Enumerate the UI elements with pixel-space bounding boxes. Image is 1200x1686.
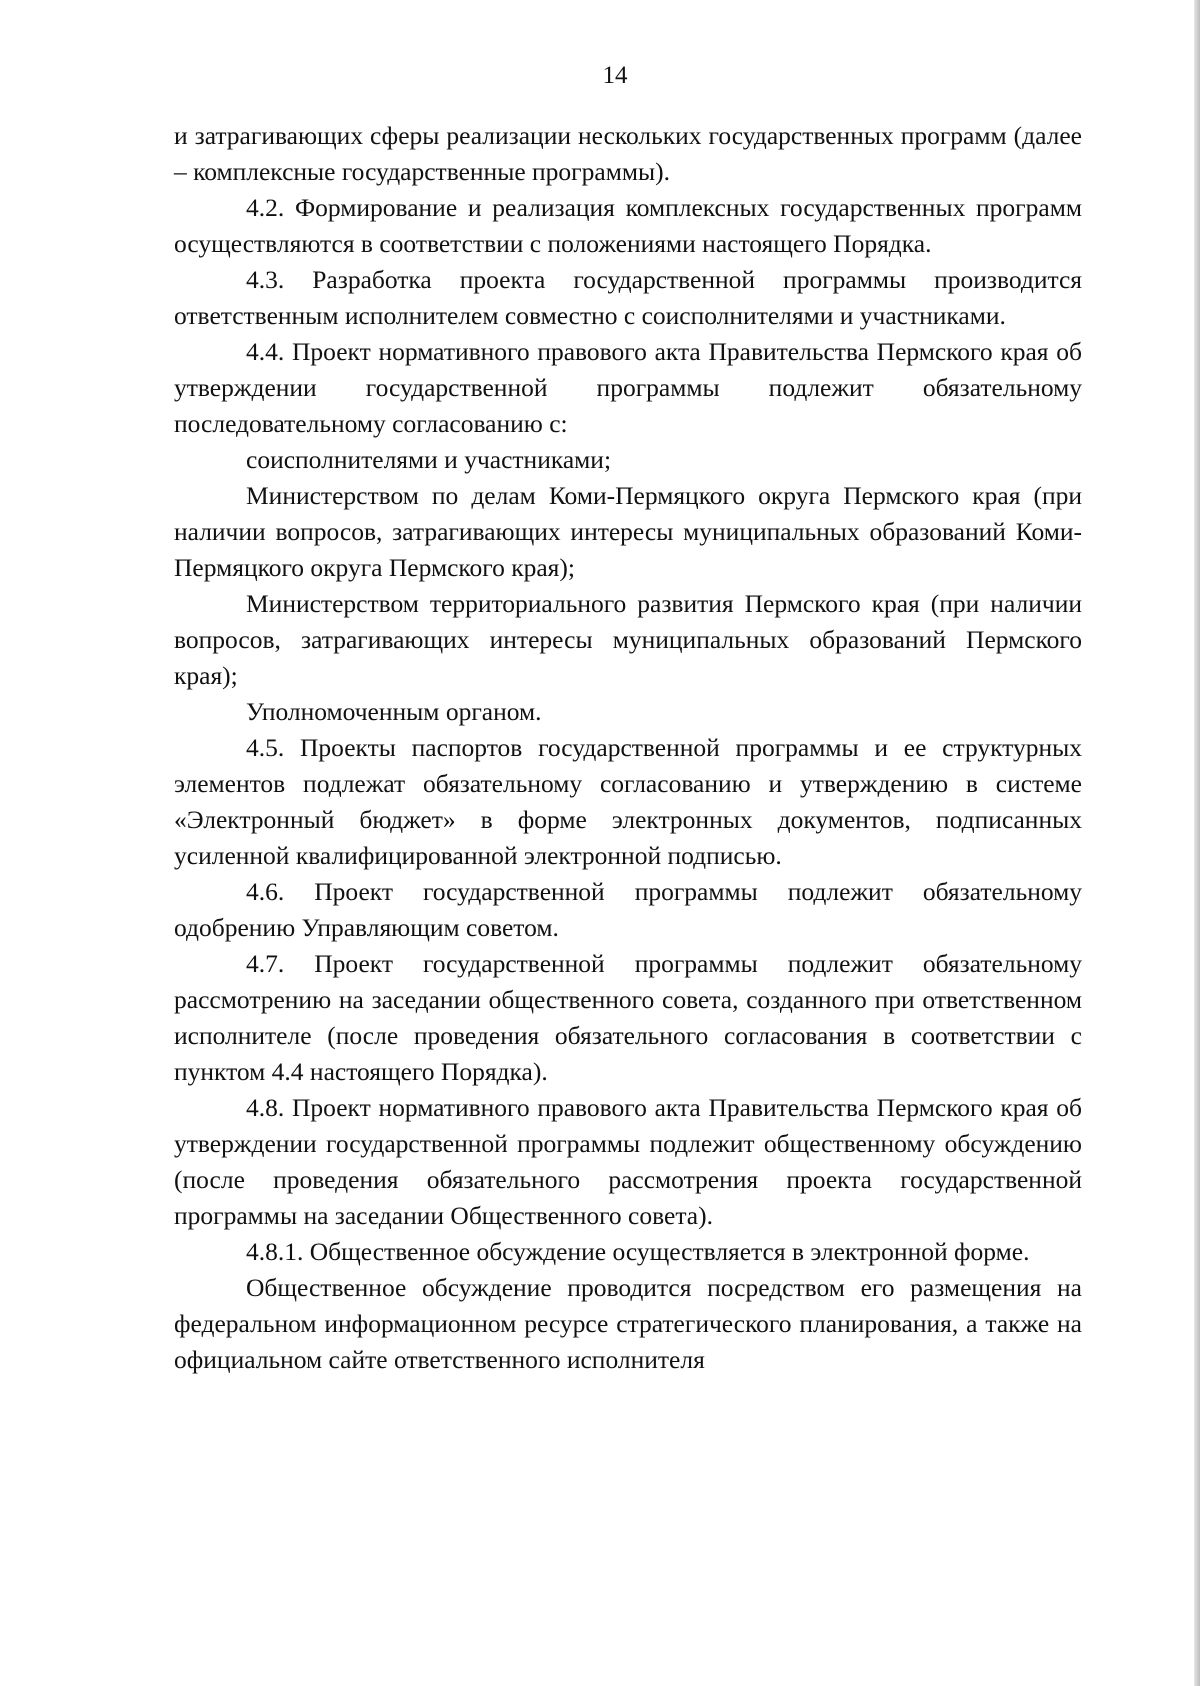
document-body [174, 118, 1082, 1378]
paragraph-4-7: 4.7. Проект государственной программы подлежит обязательному рассмотрению на заседании общественного совета, созданного при ответственном исполнителе (после проведения обязательного согласования в соответствии с пунктом 4.4 настоящего Порядка). [174, 949, 1082, 1086]
paragraph-4-6: 4.6. Проект государственной программы подлежит обязательному одобрению Управляющим советом. [174, 877, 1082, 942]
paragraph-continuation: и затрагивающих сферы реализации нескольких государственных программ (далее – комплексные государственные программы). [174, 121, 1082, 186]
paragraph-4-4: 4.4. Проект нормативного правового акта Правительства Пермского края об утверждении государственной программы подлежит обязательному последовательному согласованию с: [174, 337, 1082, 438]
list-item-territorial-ministry: Министерством территориального развития Пермского края (при наличии вопросов, затрагивающих интересы муниципальных образований Пермского края); [174, 589, 1082, 690]
page-number: 14 [602, 62, 628, 89]
paragraph-4-8-1: 4.8.1. Общественное обсуждение осуществляется в электронной форме. [246, 1237, 1030, 1266]
list-item-komi-ministry: Министерством по делам Коми-Пермяцкого округа Пермского края (при наличии вопросов, затрагивающих интересы муниципальных образований Коми-Пермяцкого округа Пермского края); [174, 481, 1082, 582]
paragraph-4-3: 4.3. Разработка проекта государственной программы производится ответственным исполнителем совместно с соисполнителями и участниками. [174, 265, 1082, 330]
scan-edge [1194, 0, 1200, 1686]
paragraph-4-8: 4.8. Проект нормативного правового акта Правительства Пермского края об утверждении государственной программы подлежит общественному обсуждению (после проведения обязательного рассмотрения проекта государственной программы на заседании Общественного совета). [174, 1093, 1082, 1230]
paragraph-4-2: 4.2. Формирование и реализация комплексных государственных программ осуществляются в соответствии с положениями настоящего Порядка. [174, 193, 1082, 258]
paragraph-public-discussion: Общественное обсуждение проводится посредством его размещения на федеральном информационном ресурсе стратегического планирования, а также на официальном сайте ответственного исполнителя [174, 1273, 1082, 1374]
paragraph-4-5: 4.5. Проекты паспортов государственной программы и ее структурных элементов подлежат обязательному согласованию и утверждению в системе «Электронный бюджет» в форме электронных документов, подписанных усиленной квалифицированной электронной подписью. [174, 733, 1082, 870]
list-item-coexecutors: соисполнителями и участниками; [246, 445, 612, 474]
list-item-authorized-body: Уполномоченным органом. [246, 697, 542, 726]
